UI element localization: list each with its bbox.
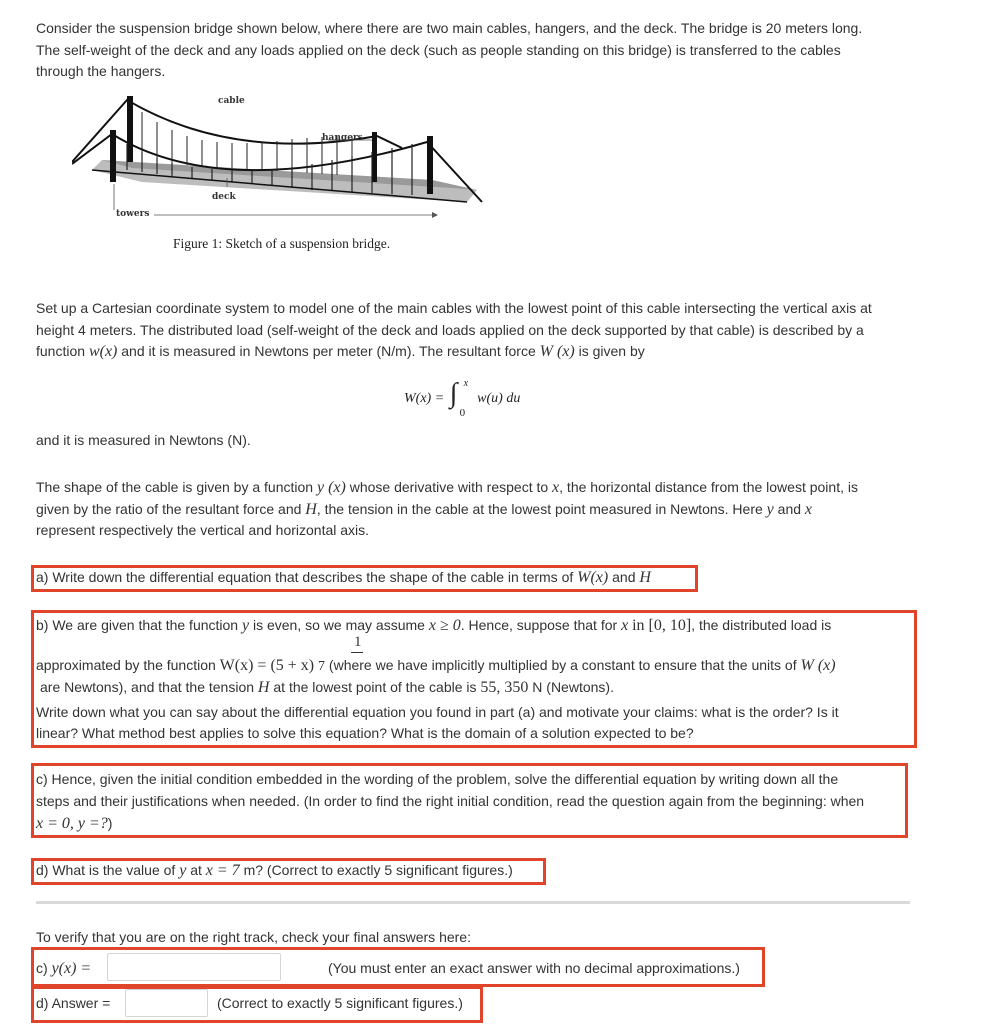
intro-line-3: through the hangers. — [36, 63, 166, 79]
part-d-text: d) What is the value of y at x = 7 m? (Correct to exactly 5 significant figures.) — [36, 862, 513, 879]
tower-left-front — [110, 130, 116, 182]
part-c-line-2: steps and their justifications when needed. (In order to find the right initial condition, read the question again from the beginning: when — [36, 793, 865, 809]
part-c-line-3: x = 0, y =?) — [36, 815, 113, 832]
exponent-fraction-bar — [351, 652, 363, 653]
tower-right-rear — [372, 132, 377, 182]
verify-c-note: (You must enter an exact answer with no decimal approximations.) — [328, 960, 740, 976]
tower-left-rear — [127, 96, 133, 162]
bridge-figure — [72, 92, 492, 222]
setup-line-3: function w(x) and it is measured in Newtons per meter (N/m). The resultant force W (x) is given by — [36, 343, 645, 360]
part-b-line-4: Write down what you can say about the differential equation you found in part (a) and motivate your claims: what is the order? Is it — [36, 704, 839, 720]
eq-integrand: w(u) du — [477, 391, 521, 407]
intro-paragraph — [36, 18, 916, 83]
exponent-numerator: 1 — [354, 634, 362, 650]
label-hangers: hangers — [322, 133, 363, 143]
section-divider — [36, 901, 910, 904]
exponent-denominator: 7 — [318, 659, 326, 674]
setup-line-2: height 4 meters. The distributed load (self-weight of the deck and loads applied on the deck supported by that cable) is described by a — [36, 321, 864, 338]
eq-lhs: W(x) = — [404, 391, 445, 407]
verify-d-note: (Correct to exactly 5 significant figures.) — [217, 995, 463, 1011]
eq-lower-limit: 0 — [459, 407, 466, 419]
part-b-line-5: linear? What method best applies to solve this equation? What is the domain of a solution expected to be? — [36, 725, 694, 741]
intro-line-1: Consider the suspension bridge shown below, where there are two main cables, hangers, and the deck. The bridge is 20 meters long. — [36, 20, 863, 36]
figure-caption: Figure 1: Sketch of a suspension bridge. — [173, 236, 391, 251]
verify-c-label: c) y(x) = — [36, 960, 92, 977]
verify-intro: To verify that you are on the right track, check your final answers here: — [36, 929, 471, 945]
verify-d-label: d) Answer = — [36, 995, 111, 1011]
math-W-of-x: W (x) — [539, 343, 575, 360]
shape-line-2: given by the ratio of the resultant force and H, the tension in the cable at the lowest point measured in Newtons. Here y and x — [36, 500, 813, 518]
setup-line-1: Set up a Cartesian coordinate system to model one of the main cables with the lowest point of this cable intersecting the vertical axis at — [36, 300, 872, 316]
integral-sign-icon: ∫ — [449, 378, 458, 409]
part-b-line-1: b) We are given that the function y is even, so we may assume x ≥ 0. Hence, suppose that for x in [0, 10], the distributed load is — [36, 617, 832, 634]
part-b-line-3: are Newtons), and that the tension H at the lowest point of the cable is 55, 350 N (Newtons). — [40, 679, 614, 696]
label-cable: cable — [218, 96, 245, 106]
eq-upper-limit: x — [463, 378, 469, 389]
shape-line-3: represent respectively the vertical and horizontal axis. — [36, 522, 370, 538]
answer-c-input[interactable] — [107, 953, 281, 981]
label-towers: towers — [116, 209, 150, 219]
suspension-bridge-sketch — [72, 92, 492, 222]
shape-line-1: The shape of the cable is given by a function y (x) whose derivative with respect to x, the horizontal distance from the lowest point, is — [36, 479, 858, 496]
label-deck: deck — [212, 192, 236, 202]
shape-paragraph — [36, 477, 916, 542]
intro-line-2: The self-weight of the deck and any loads applied on the deck (such as people standing on this bridge) is transferred to the cables — [36, 41, 841, 58]
answer-d-input[interactable] — [125, 989, 208, 1017]
tower-right-front — [427, 136, 433, 194]
integral-equation — [404, 378, 521, 419]
math-w-of-x: w(x) — [88, 343, 118, 360]
after-equation-text: and it is measured in Newtons (N). — [36, 432, 251, 448]
part-c-line-1: c) Hence, given the initial condition embedded in the wording of the problem, solve the differential equation by writing down all the — [36, 771, 839, 787]
setup-paragraph — [36, 298, 916, 363]
part-a-text: a) Write down the differential equation that describes the shape of the cable in terms of W(x) and H — [36, 569, 651, 586]
part-b-line-2: approximated by the function W(x) = (5 + x) 7 (where we have implicitly multiplied by a constant to ensure that the units of W (x) — [36, 657, 836, 674]
